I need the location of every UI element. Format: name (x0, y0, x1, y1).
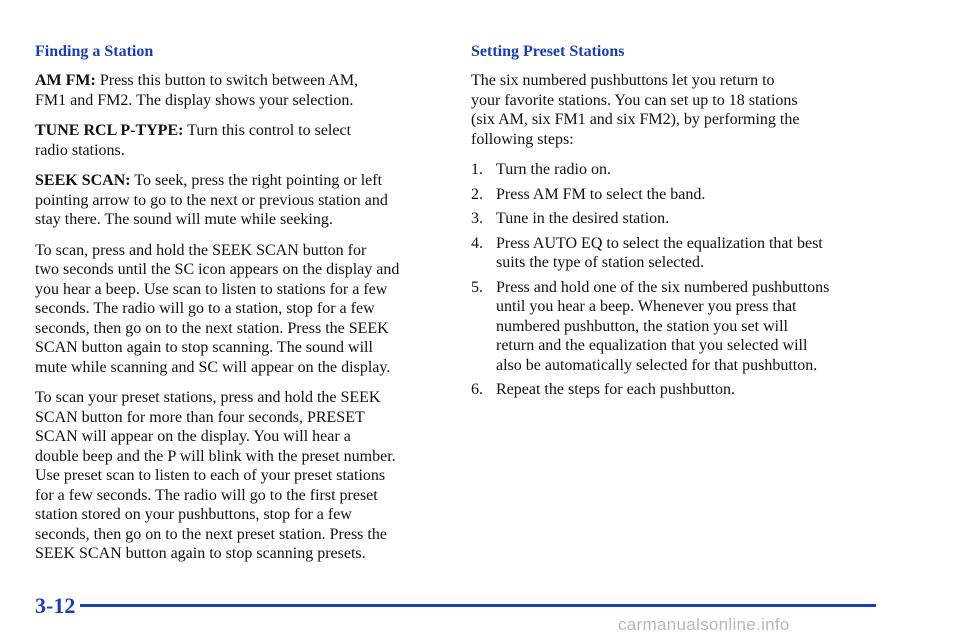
step-number: 3. (471, 210, 483, 227)
page-number: 3-12 (35, 593, 76, 618)
paragraph-am-fm (35, 71, 447, 110)
step-number: 5. (471, 278, 483, 296)
step-text: Tune in the desired station. (496, 210, 670, 227)
list-item (471, 185, 881, 205)
step-number: 2. (471, 185, 483, 203)
step-text: Turn the radio on. (496, 161, 611, 178)
paragraph-text: To seek, press the right pointing or left pointing arrow to go to the next or previous station and stay there. The sound will mute while seeking. (35, 172, 388, 228)
paragraph-text: Press this button to switch between AM, FM1 and FM2. The display shows your selection. (35, 72, 359, 109)
paragraph-seek-scan (35, 171, 447, 230)
watermark-link[interactable]: carmanualsonline.info (618, 615, 790, 634)
term-label: TUNE RCL P-TYPE: (35, 122, 184, 139)
paragraph-text: To scan your preset stations, press and hold the SEEK SCAN button for more than four seconds, PRESET SCAN will appear on the display. You will hear a double beep and the P will blink with the preset number. Use preset scan to listen to each of your preset stations for a few seconds. The radio will go to the first preset station stored on your pushbuttons, stop for a few seconds, then go on to the next preset station. Press the SEEK SCAN button again to stop scanning presets. (35, 389, 396, 562)
list-item (471, 278, 881, 376)
right-column (471, 42, 881, 405)
step-text: Press AM FM to select the band. (496, 185, 706, 203)
step-text: Press AUTO EQ to select the equalization that best suits the type of station selected. (496, 234, 823, 271)
step-number: 1. (471, 161, 483, 178)
steps-list (471, 160, 881, 400)
step-text: Press and hold one of the six numbered pushbuttons until you hear a beep. Whenever you press that numbered pushbutton, the station you set will return and the equalization that you selected will also be automatically selected for that pushbutton. (496, 278, 830, 374)
term-label: SEEK SCAN: (35, 172, 131, 189)
section-heading-finding-a-station: Finding a Station (35, 43, 154, 60)
list-item (471, 160, 881, 180)
paragraph-tune-rcl (35, 121, 447, 160)
footer-rule (80, 604, 876, 607)
list-item (471, 234, 881, 273)
paragraph-preset-scan (35, 388, 447, 564)
paragraph-text: Turn this control to select radio stations. (35, 122, 352, 159)
paragraph-scan-instructions (35, 241, 447, 378)
list-item (471, 380, 881, 400)
list-item (471, 209, 881, 229)
step-number: 4. (471, 234, 483, 252)
step-number: 6. (471, 381, 483, 398)
paragraph-text: To scan, press and hold the SEEK SCAN button for two seconds until the SC icon appears on the display and you hear a beep. Use scan to listen to stations for a few seconds. The radio will go to a station, stop for a few seconds, then go on to the next station. Press the SEEK SCAN button again to stop scanning. The sound will mute while scanning and SC will appear on the display. (35, 241, 400, 376)
term-label: AM FM: (35, 72, 96, 89)
step-text: Repeat the steps for each pushbutton. (496, 381, 736, 398)
left-column (35, 42, 447, 575)
section-heading-setting-preset-stations: Setting Preset Stations (471, 43, 625, 60)
paragraph-intro: The six numbered pushbuttons let you return to your favorite stations. You can set up to 18 stations (six AM, six FM1 and six FM2), by performing the following steps: (471, 72, 800, 148)
